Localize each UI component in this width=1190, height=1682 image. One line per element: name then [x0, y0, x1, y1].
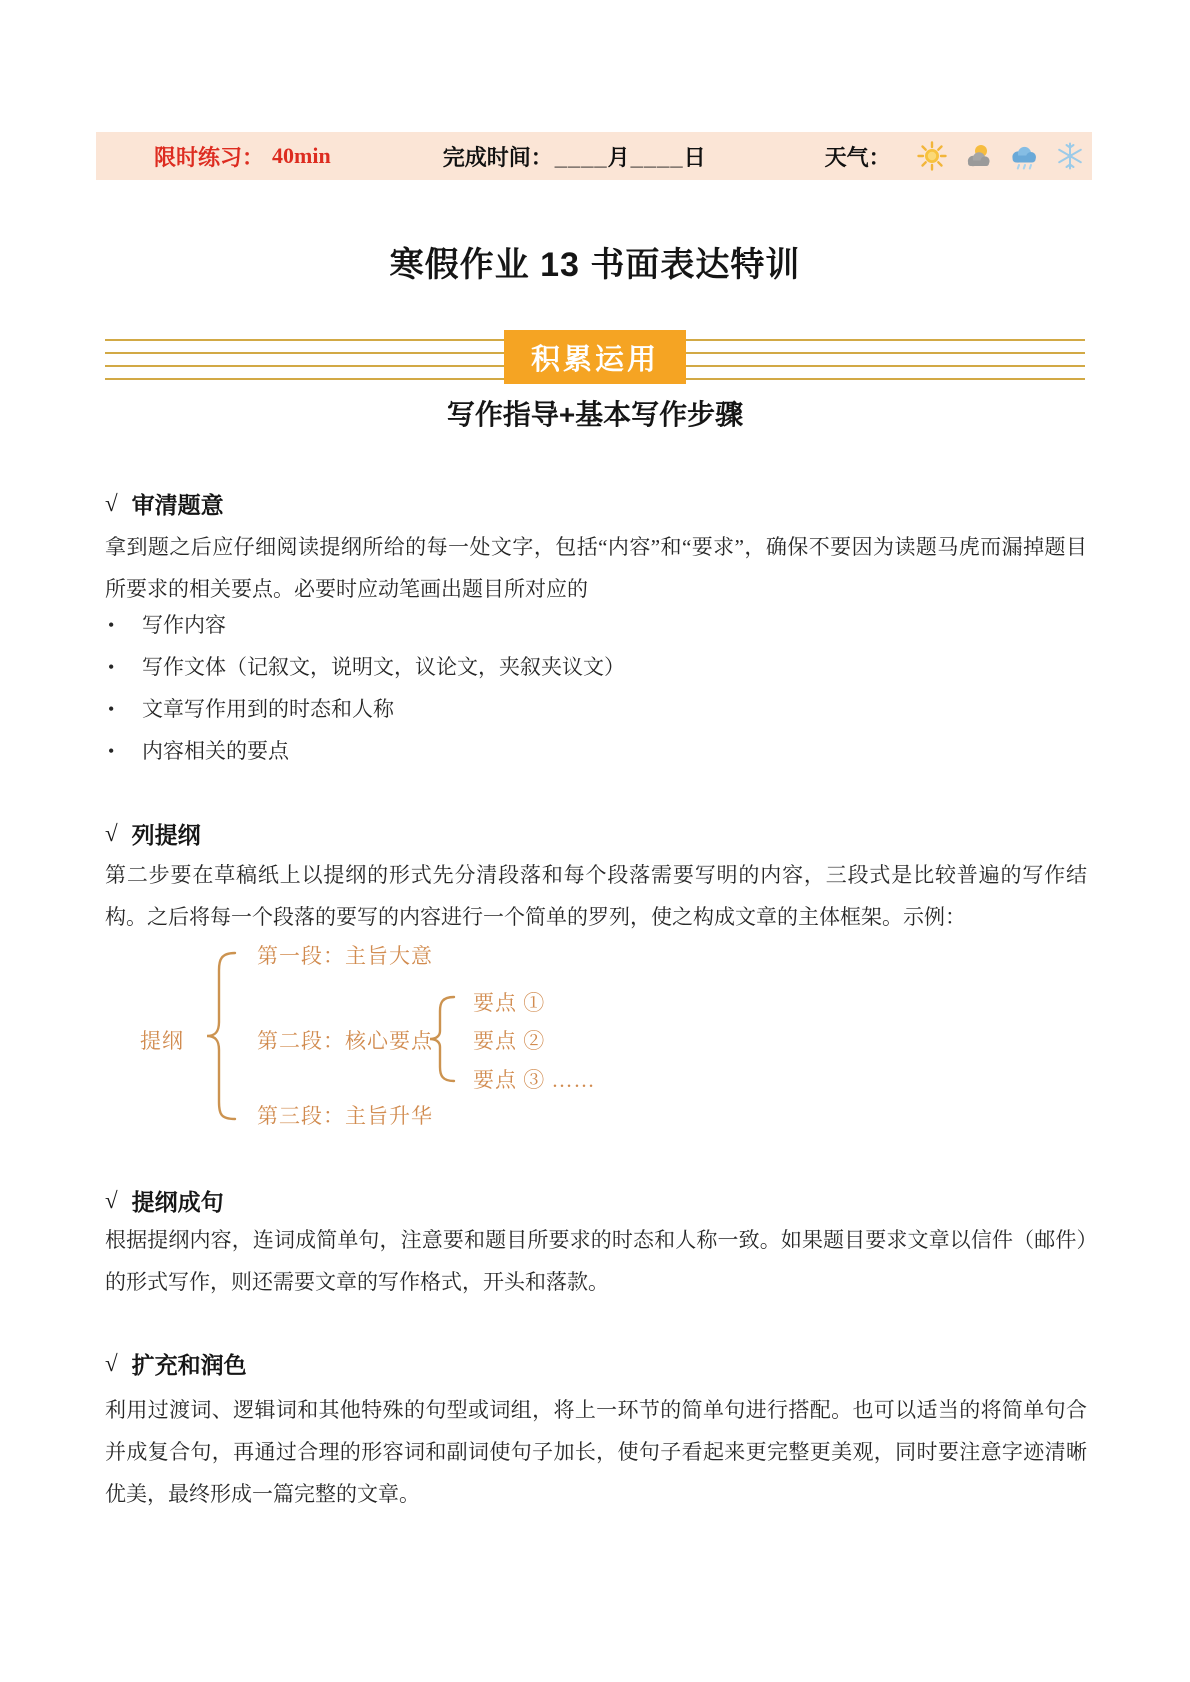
snowflake-icon [1055, 141, 1085, 171]
diagram-paragraph-3: 第三段：主旨升华 [257, 1104, 433, 1128]
section-heading-outline-to-sentence [105, 1184, 224, 1217]
diagram-point-3: 要点 ③ …… [473, 1068, 596, 1092]
section-paragraph: 拿到题之后应仔细阅读提纲所给的每一处文字，包括“内容”和“要求”，确保不要因为读题马虎而漏掉题目所要求的相关要点。必要时应动笔画出题目所对应的 [105, 535, 1087, 601]
section-heading-review-topic [105, 487, 224, 520]
check-mark: √ [105, 1187, 118, 1213]
check-mark: √ [105, 820, 118, 846]
outline-diagram [105, 930, 1087, 1135]
bullet-list [105, 604, 1087, 772]
weather-label: 天气： [824, 144, 891, 170]
bullet-icon: • [108, 657, 115, 677]
section-heading-label: 提纲成句 [131, 1189, 224, 1215]
list-item [105, 688, 1087, 730]
brace-main [205, 950, 239, 1122]
bullet-icon: • [108, 699, 115, 719]
diagram-paragraph-1: 第一段：主旨大意 [257, 944, 433, 968]
list-item [105, 646, 1087, 688]
check-mark: √ [105, 490, 118, 516]
list-item-text: 内容相关的要点 [142, 739, 289, 763]
section-paragraph: 利用过渡词、逻辑词和其他特殊的句型或词组，将上一环节的简单句进行搭配。也可以适当的将简单句合并成复合句，再通过合理的形容词和副词使句子加长，使句子看起来更完整更美观，同时要注意字迹清晰优美，最终形成一篇完整的文章。 [105, 1398, 1087, 1506]
section-heading-outline [105, 817, 201, 850]
page-title: 寒假作业 13 书面表达特训 [389, 246, 801, 284]
check-mark: √ [105, 1350, 118, 1376]
bullet-icon: • [108, 741, 115, 761]
diagram-root-label: 提纲 [140, 1029, 184, 1053]
subtitle: 写作指导+基本写作步骤 [446, 399, 744, 430]
list-item [105, 604, 1087, 646]
weather-icon-row [917, 141, 1085, 171]
diagram-point-2: 要点 ② [473, 1029, 546, 1053]
section-heading-label: 扩充和润色 [131, 1352, 247, 1378]
section-paragraph: 根据提纲内容，连词成简单句，注意要和题目所要求的时态和人称一致。如果题目要求文章以信件（邮件）的形式写作，则还需要文章的写作格式，开头和落款。 [105, 1228, 1087, 1294]
rain-cloud-icon [1009, 141, 1039, 171]
section-heading-label: 审清题意 [131, 492, 224, 518]
section-divider-band [105, 330, 1085, 384]
finish-time-label: 完成时间： [442, 144, 553, 170]
brace-sub [428, 994, 458, 1084]
accumulate-apply-badge: 积累运用 [504, 330, 686, 384]
list-item [105, 730, 1087, 772]
list-item-text: 写作文体（记叙文，说明文，议论文，夹叙夹议文） [142, 655, 625, 679]
finish-time-blank: ____月____日 [554, 144, 707, 170]
bullet-icon: • [108, 615, 115, 635]
diagram-paragraph-2: 第二段：核心要点 [257, 1029, 433, 1053]
section-heading-expand-polish [105, 1347, 247, 1380]
diagram-point-1: 要点 ① [473, 991, 546, 1015]
sun-behind-cloud-icon [963, 141, 993, 171]
list-item-text: 写作内容 [142, 613, 226, 637]
section-heading-label: 列提纲 [131, 822, 201, 848]
time-limit-label: 限时练习： [154, 144, 265, 170]
sun-icon [917, 141, 947, 171]
time-limit-value: 40min [272, 143, 331, 168]
timed-practice-header [96, 132, 1092, 180]
section-paragraph: 第二步要在草稿纸上以提纲的形式先分清段落和每个段落需要写明的内容，三段式是比较普遍的写作结构。之后将每一个段落的要写的内容进行一个简单的罗列，使之构成文章的主体框架。示例： [105, 863, 1087, 929]
list-item-text: 文章写作用到的时态和人称 [142, 697, 394, 721]
